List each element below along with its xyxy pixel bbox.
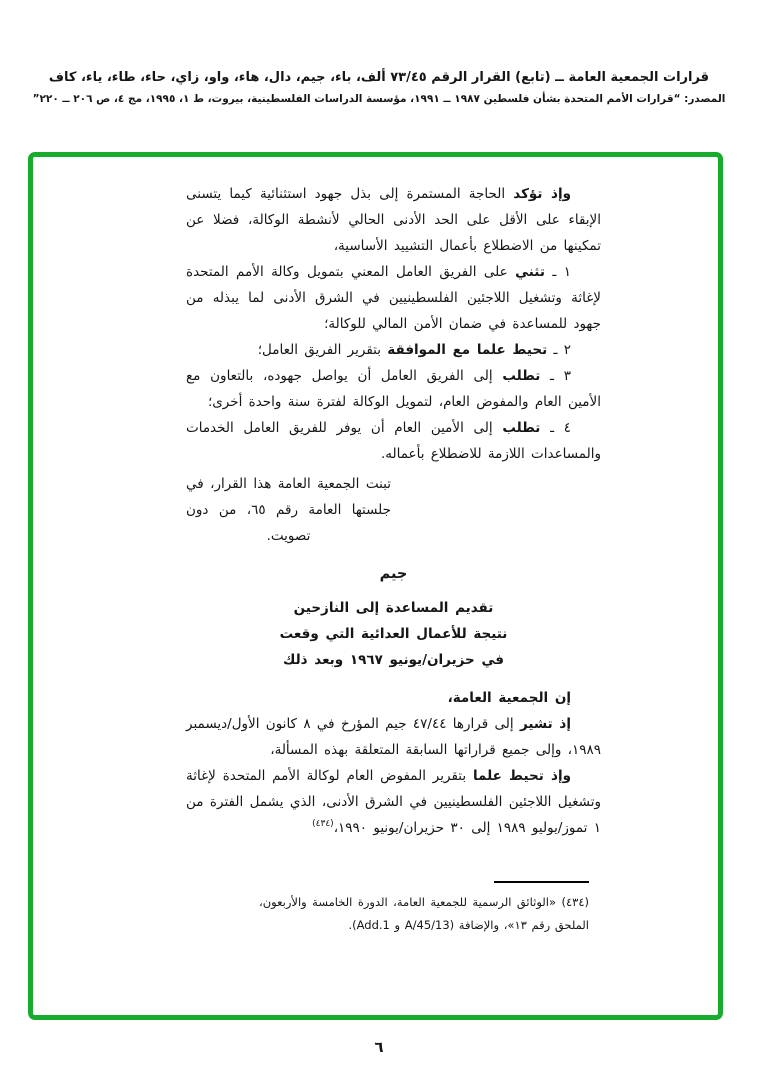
preamble-text: الحاجة المستمرة إلى بذل جهود استثنائية كيما يتسنى الإبقاء على الأقل على الحد الأدنى الحالي لأنشطة الوكالة، فضلا عن تمكينها من الاضطلاع بأعمال التشييد الأساسية، <box>186 186 601 254</box>
item-lead: تطلب <box>502 368 541 384</box>
item-number: ١ ـ <box>544 264 571 280</box>
highlight-box <box>28 152 723 1020</box>
item-text: بتقرير الفريق العامل؛ <box>257 342 388 358</box>
item-lead: تحيط علما مع الموافقة <box>387 342 548 358</box>
resolution-body <box>186 181 601 937</box>
operative-item-2 <box>186 337 601 363</box>
header-title: قرارات الجمعية العامة ــ (تابع) القرار الرقم ٧٣/٤٥ ألف، باء، جيم، دال، هاء، واو، زاي، حاء، طاء، ياء، كاف <box>48 70 710 85</box>
footnote-block <box>259 881 589 937</box>
section-letter: جيم <box>379 566 408 582</box>
recital-2 <box>186 763 601 841</box>
item-lead: تطلب <box>502 420 541 436</box>
recital-text: إلى قرارها ٤٧/٤٤ جيم المؤرخ في ٨ كانون الأول/ديسمبر ١٩٨٩، وإلى جميع قراراتها السابقة المتعلقة بهذه المسألة، <box>186 716 601 758</box>
opening-formula: إن الجمعية العامة، <box>447 690 571 706</box>
item-text: على الفريق العامل المعني بتمويل وكالة الأمم المتحدة لإغاثة وتشغيل اللاجئين الفلسطينيين في الشرق الأدنى لما يبذله من جهود للمساعدة في ضمان الأمن المالي للوكالة؛ <box>186 264 601 332</box>
preamble-lead: وإذ تؤكد <box>513 186 571 202</box>
item-text: إلى الفريق العامل أن يواصل جهوده، بالتعاون مع الأمين العام والمفوض العام، لتمويل الوكالة لفترة سنة واحدة أخرى؛ <box>186 368 601 410</box>
adoption-note: تبنت الجمعية العامة هذا القرار، في جلستها العامة رقم ٦٥، من دون تصويت. <box>186 476 391 544</box>
recital-lead: إذ تشير <box>519 716 571 732</box>
resolution-title-line: نتيجة للأعمال العدائية التي وقعت <box>279 626 508 642</box>
resolution-title-line: تقديم المساعدة إلى النازحين <box>293 600 494 616</box>
page-number: ٦ <box>374 1038 384 1056</box>
item-number: ٢ ـ <box>547 342 571 358</box>
item-number: ٣ ـ <box>540 368 571 384</box>
footnote-separator <box>494 881 589 883</box>
recital-text: بتقرير المفوض العام لوكالة الأمم المتحدة لإغاثة وتشغيل اللاجئين الفلسطينيين في الشرق الأدنى، الذي يشمل الفترة من ١ تموز/يوليو ١٩٨٩ إلى ٣٠ حزيران/يونيو ١٩٩٠، <box>186 768 601 836</box>
operative-item-3 <box>186 363 601 415</box>
item-text: إلى الأمين العام أن يوفر للفريق العامل الخدمات والمساعدات اللازمة للاضطلاع بأعماله. <box>186 420 601 462</box>
recital-lead: وإذ تحيط علما <box>472 768 572 784</box>
footnote-text: (٤٣٤) «الوثائق الرسمية للجمعية العامة، الدورة الخامسة والأربعون، الملحق رقم ١٣»، والإضافة (A/45/13 و Add.1). <box>259 895 589 932</box>
page-header <box>0 70 758 105</box>
footnote-reference: (٤٣٤) <box>312 819 334 829</box>
item-lead: تثني <box>515 264 545 280</box>
preamble-paragraph <box>186 181 601 259</box>
item-number: ٤ ـ <box>540 420 571 436</box>
header-source-line: المصدر: “قرارات الأمم المتحدة بشأن فلسطين ١٩٨٧ ــ ١٩٩١، مؤسسة الدراسات الفلسطينية، بيروت، ط ١، ١٩٩٥، مج ٤، ص ٢٠٦ ــ ٢٢٠” <box>32 93 726 105</box>
operative-item-4 <box>186 415 601 467</box>
operative-item-1 <box>186 259 601 337</box>
resolution-title <box>186 595 601 673</box>
resolution-title-line: في حزيران/يونيو ١٩٦٧ وبعد ذلك <box>283 652 504 668</box>
recital-1 <box>186 711 601 763</box>
